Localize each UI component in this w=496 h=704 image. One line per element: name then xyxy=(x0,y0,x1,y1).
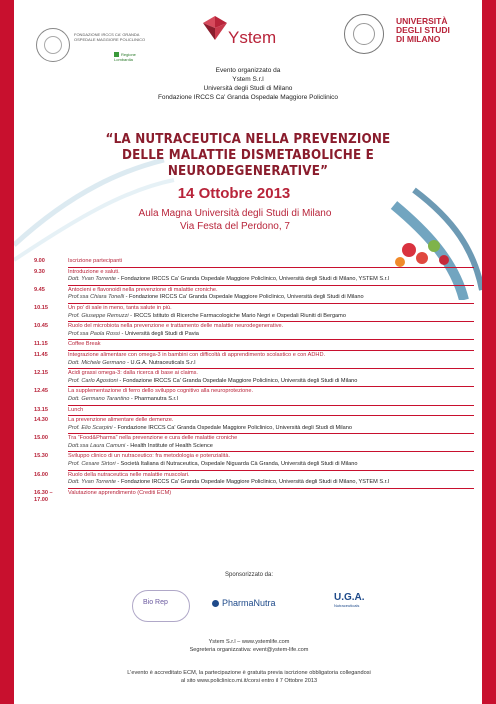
lombardia-logo: Regione Lombardia xyxy=(114,52,136,63)
pharmanutra-icon xyxy=(212,600,219,607)
schedule-time: 12.45 xyxy=(34,388,48,395)
divider xyxy=(68,405,474,406)
speaker-affiliation: - Fondazione IRCCS Ca' Granda Ospedale Maggiore Policlinico, Università degli Studi di Milano, YSTEM S.r.l xyxy=(116,479,390,486)
divider xyxy=(68,303,474,304)
schedule-time: 15.00 xyxy=(34,435,48,442)
uga-logo: U.G.A. Nutraceuticals xyxy=(334,592,365,608)
university-name: UNIVERSITÀ DEGLI STUDI DI MILANO xyxy=(396,16,450,44)
schedule-desc xyxy=(68,370,474,385)
schedule-item xyxy=(34,472,474,487)
schedule-desc xyxy=(68,407,474,415)
divider xyxy=(68,386,474,387)
schedule-item xyxy=(34,258,474,266)
divider xyxy=(68,350,474,351)
speaker-affiliation: - Health Institute of Health Science xyxy=(125,442,213,449)
ystem-wordmark: Ystem xyxy=(228,28,277,47)
talk-title: Introduzione e saluti. xyxy=(68,268,120,275)
talk-title: Sviluppo clinico di un nutraceutico: fra metodologia e potenzialità. xyxy=(68,453,231,460)
schedule-item xyxy=(34,341,474,349)
speaker-affiliation: - Fondazione IRCCS Ca' Granda Ospedale Maggiore Policlinico, Università degli Studi di Milano xyxy=(117,377,358,384)
divider xyxy=(68,368,474,369)
schedule-item xyxy=(34,287,474,302)
event-poster xyxy=(14,0,482,704)
organizer-block: Evento organizzato da Ystem S.r.l Università degli Studi di Milano Fondazione IRCCS Ca' Granda Ospedale Maggiore Policlinico xyxy=(157,67,339,101)
speaker-affiliation: - Fondazione IRCCS Ca' Granda Ospedale Maggiore Policlinico, Università degli Studi di Milano xyxy=(112,424,353,431)
schedule-desc xyxy=(68,352,474,367)
schedule-item xyxy=(34,453,474,468)
talk-title: Valutazione apprendimento (Crediti ECM) xyxy=(68,489,172,496)
schedule-desc xyxy=(68,287,474,302)
talk-speaker xyxy=(68,331,474,339)
schedule-item xyxy=(34,490,474,505)
talk-speaker xyxy=(68,396,474,404)
speaker-name: Prof.ssa Chiara Tonelli xyxy=(68,294,125,301)
biorep-logo: Bio Rep xyxy=(132,590,190,622)
schedule-desc xyxy=(68,341,474,349)
pharmanutra-logo: PharmaNutra xyxy=(212,598,276,608)
schedule-time: 9.00 xyxy=(34,258,45,264)
schedule-desc xyxy=(68,323,474,338)
speaker-name: Prof. Elio Scarpini xyxy=(68,424,113,431)
speaker-name: Prof. Carlo Agostoni xyxy=(68,377,118,384)
program-schedule xyxy=(34,258,474,505)
schedule-desc xyxy=(68,435,474,450)
talk-title: Integrazione alimentare con omega-3 in bambini con difficoltà di apprendimento scolastico e con ADHD. xyxy=(68,351,326,358)
schedule-time: 9.45 xyxy=(34,286,45,293)
divider xyxy=(68,451,474,452)
schedule-desc xyxy=(68,305,474,320)
speaker-name: Prof. Cesare Sirtori xyxy=(68,461,116,468)
schedule-item xyxy=(34,417,474,432)
fondazione-logo xyxy=(26,14,146,63)
schedule-item xyxy=(34,305,474,320)
contact-info: Ystem S.r.l – www.ystemlife.com Segreteria organizzativa: event@ystem-life.com xyxy=(189,639,309,653)
schedule-item xyxy=(34,435,474,450)
schedule-desc xyxy=(68,490,474,505)
university-logo xyxy=(344,14,476,60)
divider xyxy=(68,321,474,322)
divider xyxy=(68,415,474,416)
event-date: 14 Ottobre 2013 xyxy=(177,185,291,202)
talk-speaker xyxy=(68,276,474,284)
talk-speaker xyxy=(68,294,474,302)
speaker-affiliation: - IRCCS Istituto di Ricerche Farmacologiche Mario Negri e Ospedali Riuniti di Bergamo xyxy=(128,312,346,319)
schedule-item xyxy=(34,407,474,415)
schedule-desc xyxy=(68,258,474,266)
schedule-item xyxy=(34,269,474,284)
talk-speaker xyxy=(68,443,474,451)
speaker-name: Prof. Giuseppe Remuzzi xyxy=(68,312,129,319)
speaker-name: Dott. Yvan Torrente xyxy=(68,276,116,283)
schedule-time: 11.15 xyxy=(34,341,48,348)
divider xyxy=(68,470,474,471)
schedule-desc xyxy=(68,472,474,487)
schedule-time: 14.30 xyxy=(34,417,48,424)
talk-speaker xyxy=(68,360,474,368)
schedule-item xyxy=(34,323,474,338)
schedule-item xyxy=(34,370,474,385)
schedule-time: 16.30 – 17.00 xyxy=(34,489,53,504)
talk-speaker xyxy=(68,479,474,487)
talk-title: Acidi grassi omega-3: dalla ricerca di base ai claims. xyxy=(68,370,198,377)
ecm-notice: L'evento è accreditato ECM, la partecipazione è gratuita previa iscrizione obbligatoria collegandosi al sito www.policlinico.mi.it/corsi entro il 7 Ottobre 2013 xyxy=(127,670,371,684)
schedule-desc xyxy=(68,453,474,468)
speaker-affiliation: - Fondazione IRCCS Ca' Granda Ospedale Maggiore Policlinico, Università degli Studi di Milano, YSTEM S.r.l xyxy=(116,276,390,283)
speaker-affiliation: - Fondazione IRCCS Ca' Granda Ospedale Maggiore Policlinico, Università degli Studi di Milano xyxy=(124,294,364,301)
schedule-desc xyxy=(68,269,474,284)
fondazione-name: FONDAZIONE IRCCS CA' GRANDA OSPEDALE MAGGIORE POLICLINICO xyxy=(74,32,146,42)
schedule-time: 15.30 xyxy=(34,453,48,460)
ystem-logo-icon xyxy=(201,14,229,42)
talk-title: Ruolo della nutraceutica nelle malattie muscolari. xyxy=(68,471,190,478)
talk-title: La supplementazione di ferro dello sviluppo cognitivo alla neuroprotezione. xyxy=(68,388,254,395)
schedule-desc xyxy=(68,417,474,432)
schedule-time: 12.15 xyxy=(34,370,48,377)
talk-title: Lunch xyxy=(68,406,84,413)
speaker-name: Prof.ssa Paola Rossi xyxy=(68,330,120,337)
speaker-name: Dott.ssa Laura Camuni xyxy=(68,442,126,449)
university-seal-icon xyxy=(344,14,384,54)
schedule-item xyxy=(34,352,474,367)
speaker-name: Dott. Yvan Torrente xyxy=(68,479,116,486)
talk-speaker xyxy=(68,313,474,321)
event-title: “LA NUTRACEUTICA NELLA PREVENZIONE DELLE MALATTIE DISMETABOLICHE E NEURODEGENERATIVE” xyxy=(105,132,391,179)
divider xyxy=(68,433,474,434)
speaker-name: Dott. Michele Germano xyxy=(68,359,126,366)
talk-title: Un po' di sale in meno, tanta salute in più. xyxy=(68,304,172,311)
schedule-time: 10.45 xyxy=(34,323,48,330)
sponsor-label: Sponsorizzato da: xyxy=(224,572,274,578)
speaker-affiliation: - Società Italiana di Nutraceutica, Ospedale Niguarda Cà Granda, Università degli Studi di Milano xyxy=(115,461,358,468)
schedule-desc xyxy=(68,388,474,403)
talk-title: Antocieni e flavonoidi nella prevenzione di malattie croniche. xyxy=(68,286,218,293)
divider xyxy=(68,285,474,286)
divider xyxy=(68,488,474,489)
talk-title: Coffee Break xyxy=(68,341,101,348)
divider xyxy=(68,267,474,268)
speaker-affiliation: - U.G.A. Nutraceuticals S.r.l xyxy=(125,359,196,366)
fondazione-seal-icon xyxy=(36,28,70,62)
schedule-time: 9.30 xyxy=(34,268,45,275)
talk-title: Tra “Food&Pharma” nella prevenzione e cura delle malattie croniche xyxy=(68,435,238,442)
schedule-time: 13.15 xyxy=(34,406,48,413)
schedule-time: 11.45 xyxy=(34,351,48,358)
speaker-affiliation: - Università degli Studi di Pavia xyxy=(119,330,199,337)
speaker-affiliation: - Pharmanutra S.r.l xyxy=(129,395,178,402)
schedule-item xyxy=(34,388,474,403)
talk-speaker xyxy=(68,378,474,386)
talk-title: La prevenzione alimentare delle demenze. xyxy=(68,417,174,424)
speaker-name: Dott. Germano Tarantino xyxy=(68,395,130,402)
schedule-time: 10.15 xyxy=(34,304,48,311)
divider xyxy=(68,339,474,340)
talk-speaker xyxy=(68,461,474,469)
talk-title: Iscrizione partecipanti xyxy=(68,258,123,264)
event-venue: Aula Magna Università degli Studi di Milano Via Festa del Perdono, 7 xyxy=(138,208,332,232)
schedule-time: 16.00 xyxy=(34,471,48,478)
talk-title: Ruolo del microbiota nella prevenzione e trattamento delle malattie neurodegenerative. xyxy=(68,323,284,330)
talk-speaker xyxy=(68,425,474,433)
